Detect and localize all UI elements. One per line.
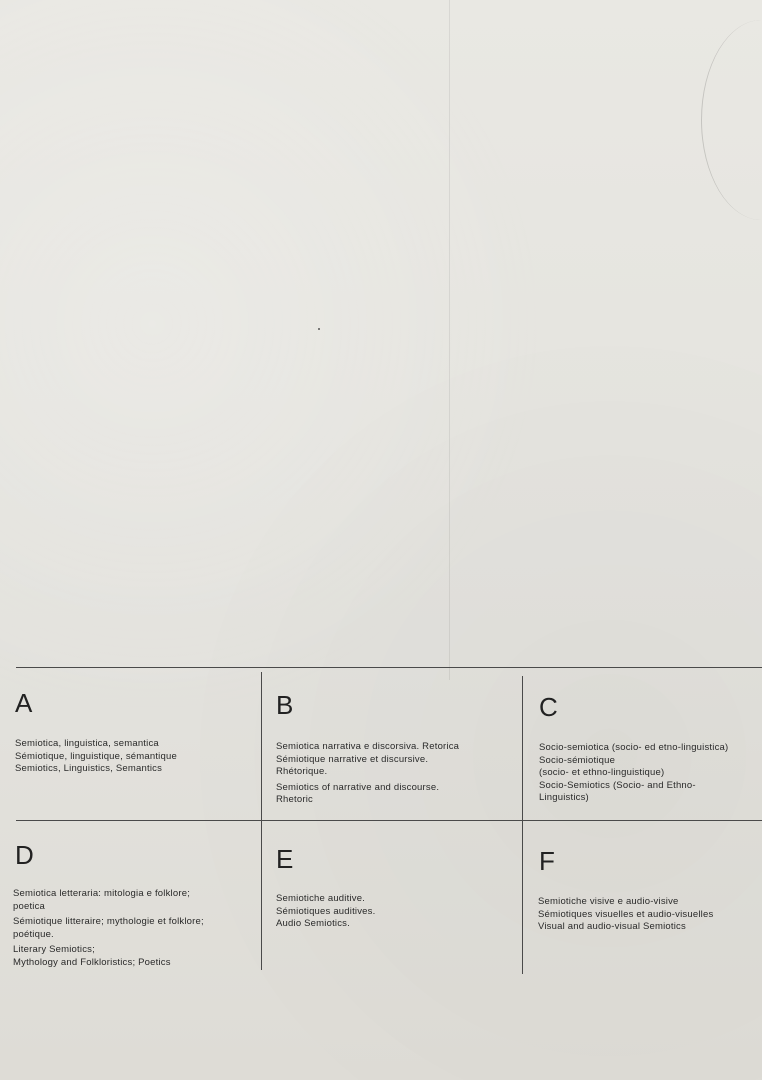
paper-fold-line — [449, 0, 450, 680]
text-line: Mythology and Folkloristics; Poetics — [13, 956, 171, 968]
text-line: Visual and audio-visual Semiotics — [538, 921, 686, 932]
section-text — [15, 738, 177, 776]
section-letter: A — [15, 688, 33, 718]
section-text — [539, 742, 728, 805]
text-line: poétique. — [13, 928, 54, 940]
text-line: Sémiotique, linguistique, sémantique — [15, 750, 177, 762]
section-letter: C — [539, 692, 558, 722]
text-line: Sémiotique narrative et discursive. — [276, 753, 429, 765]
text-line: Sémiotiques auditives. — [276, 905, 376, 917]
section-letter: F — [539, 846, 555, 876]
text-line: Semiotiche auditive. — [276, 893, 366, 904]
text-line: Semiotica letteraria: mitologia e folklore; — [13, 888, 191, 899]
text-line: Semiotiche visive e audio-visive — [538, 896, 679, 907]
text-line: Sémiotiques visuelles et audio-visuelles — [538, 908, 714, 920]
text-line: Rhétorique. — [276, 766, 328, 777]
text-line: Linguistics) — [539, 792, 589, 803]
text-line: Socio-Semiotics (Socio- and Ethno- — [539, 779, 696, 791]
paper-curve-mark — [701, 20, 762, 220]
text-line: (socio- et ethno-linguistique) — [539, 767, 665, 778]
paper-speck — [318, 328, 320, 330]
grid-middle-rule — [16, 820, 762, 821]
section-letter: E — [276, 844, 294, 874]
grid-top-rule — [16, 667, 762, 668]
text-line: Socio-sémiotique — [539, 754, 616, 766]
grid-divider-left — [261, 672, 262, 970]
text-line: Semiotica narrativa e discorsiva. Retorica — [276, 741, 460, 752]
section-text — [538, 896, 713, 934]
section-letter: B — [276, 690, 294, 720]
section-letter: D — [15, 840, 34, 870]
text-line: Literary Semiotics; — [13, 944, 95, 955]
text-line: Sémiotique litteraire; mythologie et folklore; — [13, 916, 204, 927]
text-line: Audio Semiotics. — [276, 918, 350, 929]
text-line: poetica — [13, 900, 46, 912]
section-text — [13, 888, 204, 969]
text-line: Socio-semiotica (socio- ed etno-linguistica) — [539, 742, 729, 753]
text-line: Semiotica, linguistica, semantica — [15, 738, 159, 749]
text-line: Rhetoric — [276, 794, 313, 805]
text-line: Semiotics, Linguistics, Semantics — [15, 763, 163, 774]
section-text — [276, 741, 459, 807]
grid-divider-right — [522, 676, 523, 974]
section-text — [276, 893, 375, 931]
text-line: Semiotics of narrative and discourse. — [276, 781, 440, 793]
